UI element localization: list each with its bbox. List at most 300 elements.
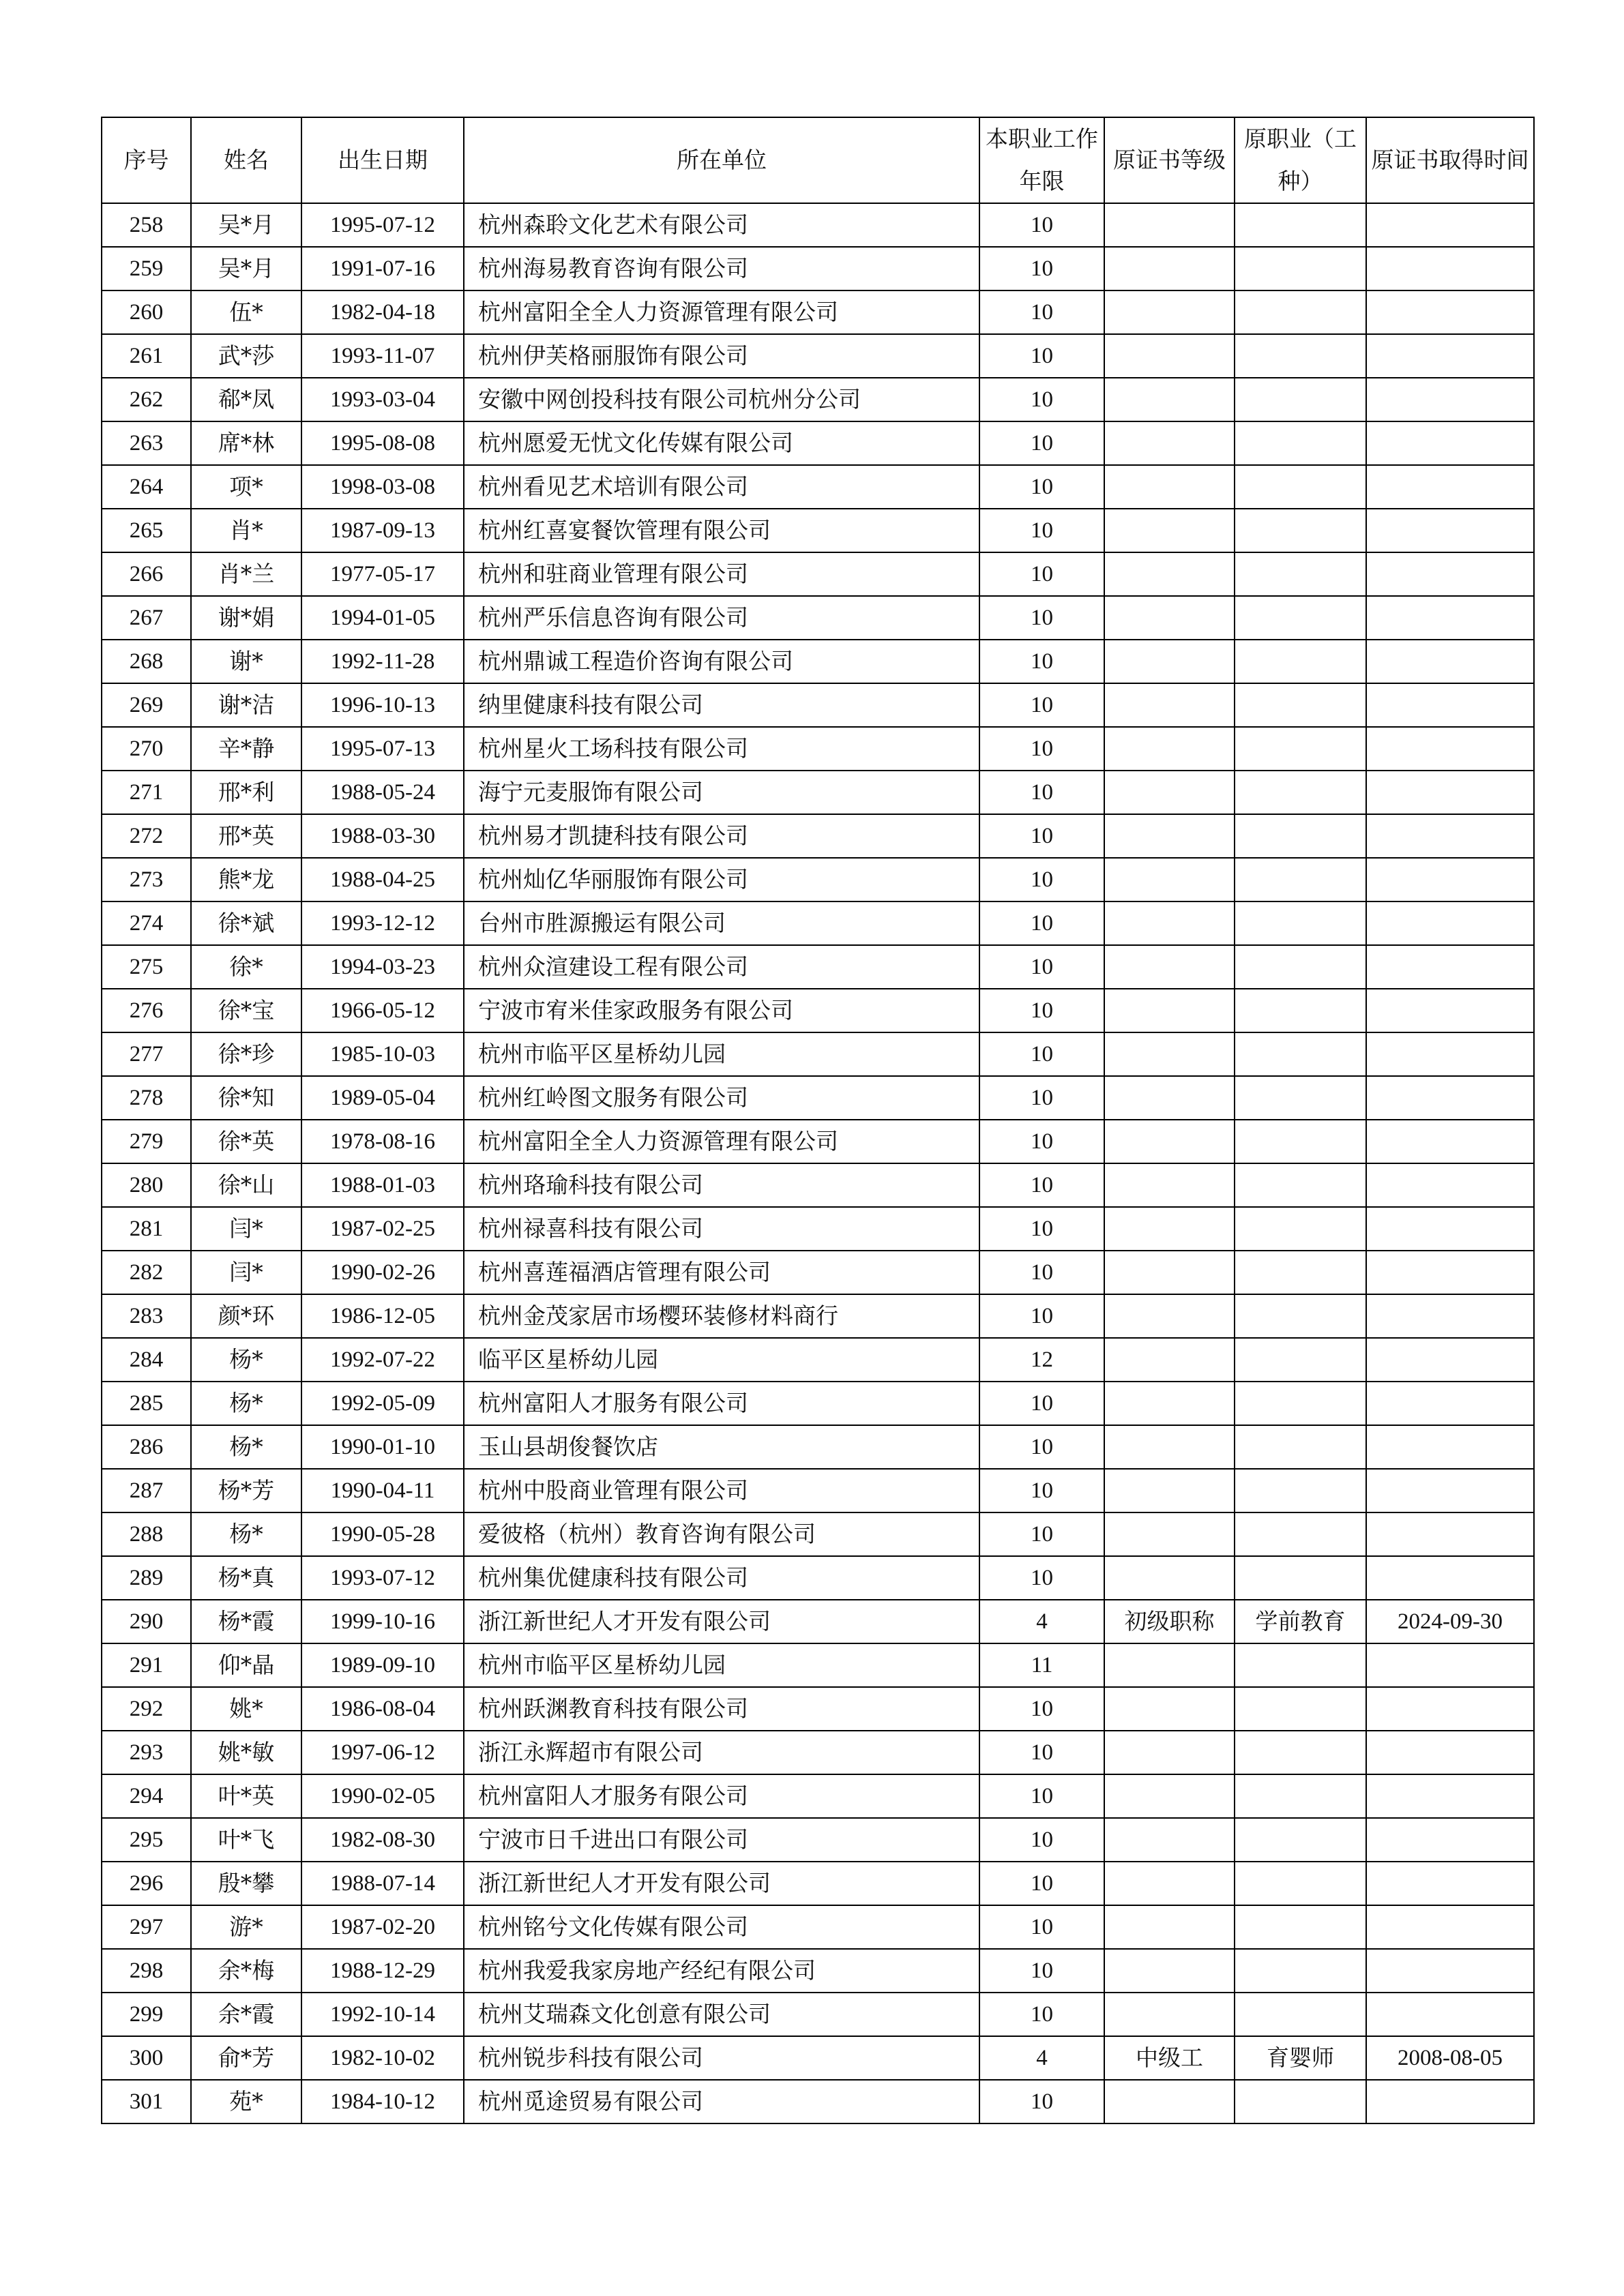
cell-birth-date: 1986-08-04 [301,1687,464,1731]
cell-occupation [1235,1163,1366,1207]
table-row [102,203,1534,247]
cell-seq: 258 [102,203,191,247]
cell-name: 谢*洁 [191,683,301,727]
cell-occupation [1235,1207,1366,1251]
cell-unit: 杭州铭兮文化传媒有限公司 [464,1905,979,1949]
cell-unit: 杭州集优健康科技有限公司 [464,1556,979,1600]
cell-occupation [1235,552,1366,596]
cell-cert-level [1104,945,1235,989]
cell-work-years: 10 [979,2080,1104,2123]
cell-seq: 279 [102,1120,191,1163]
table-row [102,509,1534,552]
cell-cert-date [1366,509,1534,552]
cell-cert-level [1104,1032,1235,1076]
cell-unit: 临平区星桥幼儿园 [464,1338,979,1382]
cell-birth-date: 1993-12-12 [301,901,464,945]
cell-seq: 259 [102,247,191,290]
cell-birth-date: 1995-08-08 [301,421,464,465]
cell-cert-date [1366,727,1534,771]
table-row [102,727,1534,771]
cell-cert-level [1104,247,1235,290]
cell-birth-date: 1987-02-20 [301,1905,464,1949]
cell-work-years: 10 [979,509,1104,552]
cell-name: 徐*英 [191,1120,301,1163]
cell-seq: 290 [102,1600,191,1643]
cell-unit: 海宁元麦服饰有限公司 [464,771,979,814]
cell-work-years: 10 [979,727,1104,771]
cell-cert-level [1104,640,1235,683]
cell-seq: 281 [102,1207,191,1251]
cell-cert-level [1104,1993,1235,2036]
cell-cert-level [1104,596,1235,640]
cell-seq: 284 [102,1338,191,1382]
cell-work-years: 10 [979,1687,1104,1731]
cell-occupation [1235,509,1366,552]
cell-birth-date: 1995-07-12 [301,203,464,247]
cell-cert-date [1366,1993,1534,2036]
cell-unit: 杭州富阳人才服务有限公司 [464,1774,979,1818]
cell-cert-date [1366,1774,1534,1818]
cell-occupation [1235,1032,1366,1076]
header-seq: 序号 [102,117,191,203]
table-header [102,117,1534,203]
cell-seq: 282 [102,1251,191,1294]
cell-unit: 杭州和驻商业管理有限公司 [464,552,979,596]
table-row [102,683,1534,727]
cell-work-years: 10 [979,771,1104,814]
cell-work-years: 10 [979,1818,1104,1862]
cell-cert-level [1104,290,1235,334]
table-row [102,1687,1534,1731]
cell-cert-date [1366,334,1534,378]
cell-birth-date: 1977-05-17 [301,552,464,596]
cell-work-years: 10 [979,901,1104,945]
cell-name: 徐* [191,945,301,989]
cell-work-years: 10 [979,1425,1104,1469]
cell-unit: 杭州觅途贸易有限公司 [464,2080,979,2123]
cell-cert-date [1366,1207,1534,1251]
cell-cert-level: 中级工 [1104,2036,1235,2080]
table-row [102,552,1534,596]
cell-name: 谢* [191,640,301,683]
cell-cert-level [1104,1862,1235,1905]
cell-cert-date [1366,945,1534,989]
cell-unit: 杭州艾瑞森文化创意有限公司 [464,1993,979,2036]
cell-work-years: 10 [979,421,1104,465]
cell-name: 伍* [191,290,301,334]
table-row [102,1207,1534,1251]
cell-unit: 杭州锐步科技有限公司 [464,2036,979,2080]
cell-birth-date: 1988-04-25 [301,858,464,901]
table-row [102,814,1534,858]
cell-name: 苑* [191,2080,301,2123]
cell-name: 闫* [191,1207,301,1251]
cell-work-years: 10 [979,1032,1104,1076]
cell-birth-date: 1985-10-03 [301,1032,464,1076]
cell-cert-level [1104,334,1235,378]
cell-birth-date: 1997-06-12 [301,1731,464,1774]
cell-work-years: 10 [979,640,1104,683]
cell-cert-date [1366,1687,1534,1731]
cell-occupation [1235,1512,1366,1556]
cell-unit: 杭州富阳全全人力资源管理有限公司 [464,290,979,334]
cell-cert-level [1104,1469,1235,1512]
cell-occupation [1235,1382,1366,1425]
cell-name: 殷*攀 [191,1862,301,1905]
cell-unit: 杭州严乐信息咨询有限公司 [464,596,979,640]
cell-name: 徐*珍 [191,1032,301,1076]
cell-seq: 276 [102,989,191,1032]
cell-cert-level [1104,203,1235,247]
cell-cert-level [1104,1120,1235,1163]
cell-work-years: 10 [979,1251,1104,1294]
cell-work-years: 10 [979,334,1104,378]
cell-seq: 285 [102,1382,191,1425]
cell-occupation [1235,1643,1366,1687]
cell-unit: 杭州众渲建设工程有限公司 [464,945,979,989]
cell-birth-date: 1982-08-30 [301,1818,464,1862]
cell-cert-date [1366,1905,1534,1949]
cell-occupation [1235,378,1366,421]
cell-unit: 宁波市日千进出口有限公司 [464,1818,979,1862]
header-unit: 所在单位 [464,117,979,203]
cell-birth-date: 1993-11-07 [301,334,464,378]
cell-cert-level [1104,1163,1235,1207]
cell-name: 余*梅 [191,1949,301,1993]
cell-birth-date: 1995-07-13 [301,727,464,771]
cell-birth-date: 1990-02-26 [301,1251,464,1294]
cell-cert-level [1104,1425,1235,1469]
table-row [102,1993,1534,2036]
cell-seq: 262 [102,378,191,421]
cell-occupation [1235,1469,1366,1512]
cell-name: 杨* [191,1425,301,1469]
cell-cert-level [1104,378,1235,421]
cell-cert-level [1104,901,1235,945]
table-row [102,1643,1534,1687]
cell-unit: 玉山县胡俊餐饮店 [464,1425,979,1469]
table-row [102,1032,1534,1076]
cell-cert-level [1104,2080,1235,2123]
cell-cert-level [1104,1818,1235,1862]
cell-seq: 274 [102,901,191,945]
cell-seq: 288 [102,1512,191,1556]
cell-unit: 浙江新世纪人才开发有限公司 [464,1600,979,1643]
cell-name: 闫* [191,1251,301,1294]
cell-cert-date [1366,203,1534,247]
cell-seq: 272 [102,814,191,858]
cell-unit: 杭州喜莲福酒店管理有限公司 [464,1251,979,1294]
cell-occupation [1235,290,1366,334]
cell-name: 姚*敏 [191,1731,301,1774]
cell-birth-date: 1988-05-24 [301,771,464,814]
cell-birth-date: 1992-11-28 [301,640,464,683]
cell-cert-level [1104,1076,1235,1120]
cell-cert-level [1104,1338,1235,1382]
cell-birth-date: 1982-04-18 [301,290,464,334]
cell-work-years: 10 [979,1163,1104,1207]
cell-unit: 杭州海易教育咨询有限公司 [464,247,979,290]
cell-cert-date [1366,596,1534,640]
cell-occupation: 学前教育 [1235,1600,1366,1643]
cell-cert-date [1366,1643,1534,1687]
cell-occupation [1235,683,1366,727]
cell-unit: 杭州灿亿华丽服饰有限公司 [464,858,979,901]
cell-cert-date [1366,1163,1534,1207]
cell-cert-date [1366,552,1534,596]
cell-name: 徐*知 [191,1076,301,1120]
cell-work-years: 10 [979,203,1104,247]
table-row [102,1949,1534,1993]
header-cert-date: 原证书取得时间 [1366,117,1534,203]
cell-cert-level [1104,683,1235,727]
cell-seq: 294 [102,1774,191,1818]
cell-name: 仰*晶 [191,1643,301,1687]
cell-work-years: 10 [979,1469,1104,1512]
cell-seq: 264 [102,465,191,509]
cell-seq: 300 [102,2036,191,2080]
cell-unit: 杭州易才凯捷科技有限公司 [464,814,979,858]
table-body [102,203,1534,2123]
cell-seq: 277 [102,1032,191,1076]
cell-seq: 275 [102,945,191,989]
table-row [102,290,1534,334]
cell-name: 徐*斌 [191,901,301,945]
cell-cert-date [1366,814,1534,858]
cell-work-years: 10 [979,945,1104,989]
cell-birth-date: 1987-02-25 [301,1207,464,1251]
table-row [102,2036,1534,2080]
cell-unit: 爱彼格（杭州）教育咨询有限公司 [464,1512,979,1556]
cell-work-years: 10 [979,1207,1104,1251]
cell-work-years: 10 [979,1949,1104,1993]
cell-work-years: 10 [979,465,1104,509]
cell-name: 熊*龙 [191,858,301,901]
cell-occupation [1235,334,1366,378]
table-row [102,1076,1534,1120]
cell-work-years: 10 [979,1731,1104,1774]
cell-cert-level [1104,771,1235,814]
cell-occupation [1235,421,1366,465]
cell-cert-level [1104,1774,1235,1818]
cell-unit: 浙江新世纪人才开发有限公司 [464,1862,979,1905]
cell-occupation [1235,1294,1366,1338]
table-row [102,858,1534,901]
cell-unit: 杭州星火工场科技有限公司 [464,727,979,771]
cell-cert-level [1104,1251,1235,1294]
cell-unit: 宁波市宥米佳家政服务有限公司 [464,989,979,1032]
cell-birth-date: 1992-07-22 [301,1338,464,1382]
cell-seq: 280 [102,1163,191,1207]
cell-birth-date: 1984-10-12 [301,2080,464,2123]
cell-name: 杨* [191,1382,301,1425]
cell-seq: 299 [102,1993,191,2036]
cell-cert-date [1366,1818,1534,1862]
cell-occupation [1235,465,1366,509]
cell-occupation [1235,1338,1366,1382]
cell-seq: 273 [102,858,191,901]
cell-work-years: 10 [979,989,1104,1032]
cell-occupation [1235,1425,1366,1469]
cell-work-years: 10 [979,1294,1104,1338]
cell-name: 杨* [191,1512,301,1556]
cell-birth-date: 1993-07-12 [301,1556,464,1600]
table-row [102,1818,1534,1862]
cell-birth-date: 1990-01-10 [301,1425,464,1469]
cell-name: 武*莎 [191,334,301,378]
cell-occupation [1235,989,1366,1032]
table-row [102,1425,1534,1469]
cell-cert-level [1104,1949,1235,1993]
table-row [102,1294,1534,1338]
cell-occupation [1235,596,1366,640]
table-row [102,2080,1534,2123]
cell-cert-date [1366,378,1534,421]
cell-birth-date: 1978-08-16 [301,1120,464,1163]
cell-occupation [1235,945,1366,989]
cell-cert-level [1104,465,1235,509]
cell-seq: 296 [102,1862,191,1905]
cell-unit: 安徽中网创投科技有限公司杭州分公司 [464,378,979,421]
cell-unit: 杭州金茂家居市场樱环装修材料商行 [464,1294,979,1338]
cell-seq: 263 [102,421,191,465]
table-row [102,1905,1534,1949]
cell-unit: 杭州鼎诚工程造价咨询有限公司 [464,640,979,683]
cell-name: 郗*凤 [191,378,301,421]
cell-cert-date [1366,1032,1534,1076]
cell-unit: 纳里健康科技有限公司 [464,683,979,727]
cell-unit: 杭州森聆文化艺术有限公司 [464,203,979,247]
cell-occupation [1235,1993,1366,2036]
cell-seq: 286 [102,1425,191,1469]
cell-cert-level [1104,1382,1235,1425]
cell-cert-date [1366,1949,1534,1993]
cell-cert-level [1104,989,1235,1032]
cell-birth-date: 1994-01-05 [301,596,464,640]
cell-occupation [1235,901,1366,945]
cell-cert-date [1366,1469,1534,1512]
cell-work-years: 10 [979,1556,1104,1600]
cell-seq: 297 [102,1905,191,1949]
cell-occupation [1235,858,1366,901]
cell-work-years: 10 [979,247,1104,290]
cell-seq: 283 [102,1294,191,1338]
cell-cert-date [1366,1382,1534,1425]
table-row [102,1600,1534,1643]
cell-birth-date: 1994-03-23 [301,945,464,989]
cell-unit: 台州市胜源搬运有限公司 [464,901,979,945]
cell-occupation [1235,727,1366,771]
cell-work-years: 12 [979,1338,1104,1382]
cell-birth-date: 1989-09-10 [301,1643,464,1687]
table-row [102,596,1534,640]
table-row [102,945,1534,989]
cell-work-years: 10 [979,1774,1104,1818]
cell-cert-level [1104,1905,1235,1949]
cell-work-years: 11 [979,1643,1104,1687]
cell-cert-level: 初级职称 [1104,1600,1235,1643]
cell-seq: 291 [102,1643,191,1687]
cell-occupation [1235,247,1366,290]
cell-cert-level [1104,1207,1235,1251]
cell-occupation: 育婴师 [1235,2036,1366,2080]
cell-name: 杨* [191,1338,301,1382]
cell-name: 邢*英 [191,814,301,858]
cell-occupation [1235,203,1366,247]
cell-name: 杨*霞 [191,1600,301,1643]
cell-cert-level [1104,421,1235,465]
cell-name: 游* [191,1905,301,1949]
cell-birth-date: 1993-03-04 [301,378,464,421]
table-row [102,1512,1534,1556]
cell-cert-date [1366,683,1534,727]
cell-unit: 杭州富阳人才服务有限公司 [464,1382,979,1425]
cell-birth-date: 1992-05-09 [301,1382,464,1425]
cell-cert-date: 2024-09-30 [1366,1600,1534,1643]
cell-name: 席*林 [191,421,301,465]
cell-unit: 杭州市临平区星桥幼儿园 [464,1643,979,1687]
cell-birth-date: 1990-05-28 [301,1512,464,1556]
cell-work-years: 10 [979,1862,1104,1905]
table-row [102,1338,1534,1382]
cell-unit: 杭州看见艺术培训有限公司 [464,465,979,509]
table-row [102,421,1534,465]
cell-work-years: 10 [979,1076,1104,1120]
cell-unit: 杭州跃渊教育科技有限公司 [464,1687,979,1731]
cell-name: 肖*兰 [191,552,301,596]
personnel-table [101,117,1535,2124]
cell-cert-date [1366,247,1534,290]
table-row [102,378,1534,421]
cell-cert-level [1104,858,1235,901]
cell-unit: 浙江永辉超市有限公司 [464,1731,979,1774]
cell-seq: 261 [102,334,191,378]
cell-occupation [1235,1905,1366,1949]
cell-name: 俞*芳 [191,2036,301,2080]
cell-cert-level [1104,1643,1235,1687]
cell-cert-date [1366,290,1534,334]
cell-name: 谢*娟 [191,596,301,640]
cell-occupation [1235,1862,1366,1905]
cell-birth-date: 1999-10-16 [301,1600,464,1643]
cell-cert-date [1366,989,1534,1032]
header-row [102,117,1534,203]
cell-occupation [1235,1556,1366,1600]
cell-cert-date [1366,1731,1534,1774]
cell-unit: 杭州市临平区星桥幼儿园 [464,1032,979,1076]
cell-work-years: 10 [979,596,1104,640]
cell-birth-date: 1986-12-05 [301,1294,464,1338]
cell-cert-level [1104,1556,1235,1600]
cell-name: 姚* [191,1687,301,1731]
cell-occupation [1235,1818,1366,1862]
cell-seq: 301 [102,2080,191,2123]
cell-cert-level [1104,1512,1235,1556]
cell-occupation [1235,1774,1366,1818]
cell-cert-date [1366,1120,1534,1163]
cell-birth-date: 1998-03-08 [301,465,464,509]
table-row [102,1556,1534,1600]
cell-birth-date: 1988-01-03 [301,1163,464,1207]
header-work-years: 本职业工作年限 [979,117,1104,203]
cell-birth-date: 1982-10-02 [301,2036,464,2080]
cell-work-years: 10 [979,290,1104,334]
table-row [102,1251,1534,1294]
cell-unit: 杭州珞瑜科技有限公司 [464,1163,979,1207]
cell-occupation [1235,2080,1366,2123]
cell-work-years: 10 [979,814,1104,858]
cell-work-years: 10 [979,1382,1104,1425]
